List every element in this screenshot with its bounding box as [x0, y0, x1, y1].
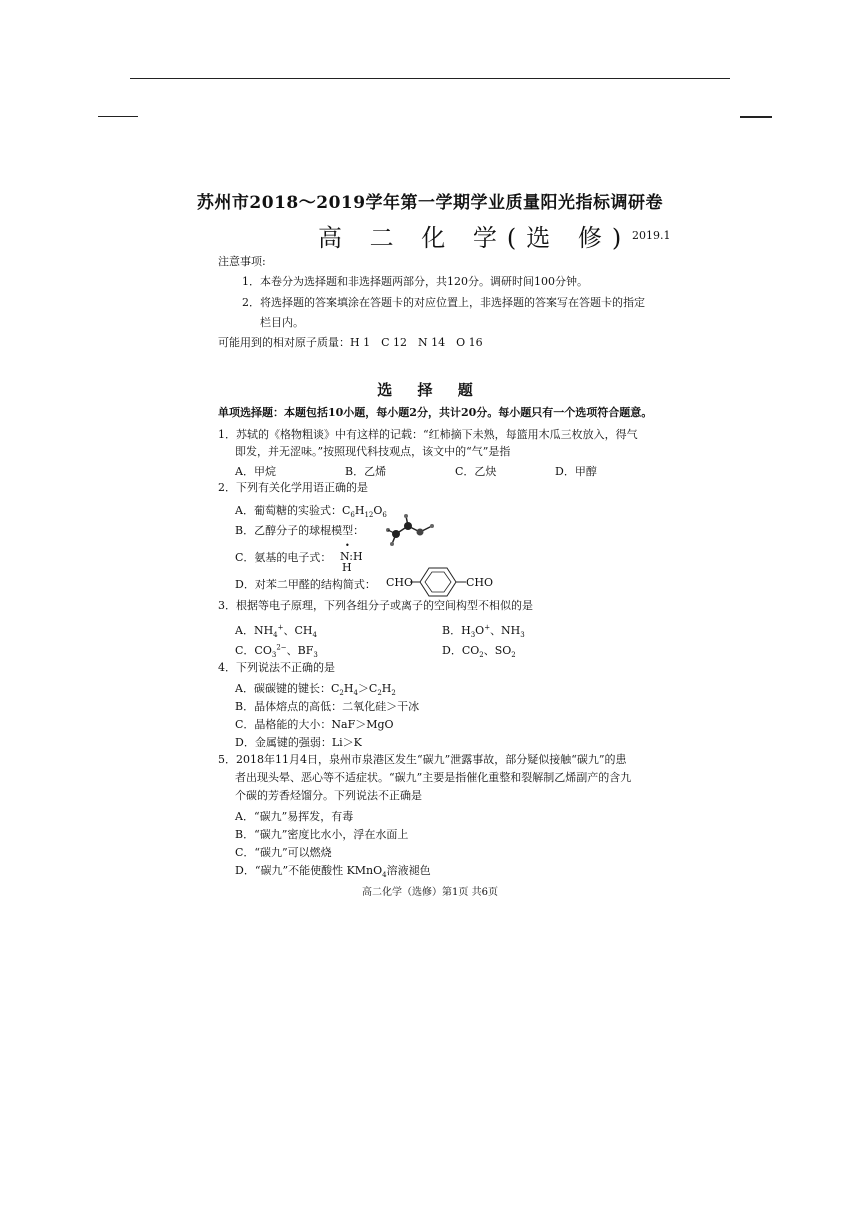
q2-option-c-label: C．氨基的电子式：	[235, 551, 332, 564]
top-rule	[130, 78, 730, 79]
q2-stem: 2．下列有关化学用语正确的是	[218, 481, 368, 494]
q1-option-b[interactable]: B．乙烯	[345, 465, 387, 478]
q3-option-d[interactable]	[442, 642, 516, 659]
q1-stem-line1: 1．苏轼的《格物粗谈》中有这样的记载：“红柿摘下未熟，每篮用木瓜三枚放入，得气	[218, 428, 638, 441]
glucose-formula: $C_6H_{12}O_6$	[341, 504, 387, 520]
q5-stem-line2: 者出现头晕、恶心等不适症状。“碳九”主要是指催化重整和裂解制乙烯副产的含九	[235, 771, 632, 784]
right-margin-mark	[740, 116, 772, 118]
q2-d-cho-right: CHO	[466, 576, 494, 589]
q2-option-a[interactable]	[235, 502, 387, 519]
q3-option-d-formula: $CO_2$、$SO_2$	[461, 644, 516, 660]
q2-option-d-label: D．对苯二甲醛的结构简式：	[235, 578, 376, 591]
q1-option-a[interactable]: A．甲烷	[235, 465, 276, 478]
q5-option-b[interactable]: B．“碳九”密度比水小，浮在水面上	[235, 828, 409, 841]
q3-option-c-label: C．	[235, 644, 255, 657]
amino-electron-formula: • N:H H	[340, 541, 363, 574]
subject-title: 高 二 化 学(选 修)	[318, 224, 632, 252]
q3-option-b-label: B．	[442, 624, 462, 637]
q4-option-a-formula: $C_2H_4>C_2H_2$	[330, 682, 396, 698]
exam-date: 2019.1	[632, 229, 671, 242]
q2-option-a-label: A．葡萄糖的实验式：	[235, 504, 342, 517]
q3-option-a-formula: $NH_4^+$、$CH_4$	[253, 623, 317, 640]
q3-option-b-formula: $H_3O^+$、$NH_3$	[461, 623, 525, 640]
q5-option-d[interactable]	[235, 862, 431, 879]
ethanol-ball-stick-model	[386, 512, 442, 548]
notice-item-2: 2．将选择题的答案填涂在答题卡的对应位置上，非选择题的答案写在答题卡的指定	[242, 296, 645, 309]
q2-option-b-label: B．乙醇分子的球棍模型：	[235, 524, 365, 537]
section-title: 选 择 题	[377, 381, 483, 399]
left-margin-mark	[98, 116, 138, 117]
q4-option-b[interactable]: B．晶体熔点的高低：二氧化硅＞干冰	[235, 700, 420, 713]
q3-option-b[interactable]	[442, 622, 525, 639]
page-footer: 高二化学（选修）第1页 共6页	[362, 887, 498, 898]
q1-stem-line2: 即发，并无涩味。”按照现代科技观点，该文中的“气”是指	[235, 445, 511, 458]
q4-stem: 4．下列说法不正确的是	[218, 661, 335, 674]
q1-option-c[interactable]: C．乙炔	[455, 465, 497, 478]
notice-heading: 注意事项:	[218, 255, 266, 268]
notice-item-1: 1．本卷分为选择题和非选择题两部分，共120分。调研时间100分钟。	[242, 275, 588, 288]
q2-d-cho-left: CHO	[386, 576, 414, 589]
notice-item-2-cont: 栏目内。	[260, 316, 304, 329]
q2-option-b[interactable]	[235, 522, 364, 538]
q3-option-c[interactable]	[235, 642, 318, 659]
q2-option-d[interactable]	[235, 576, 376, 592]
q4-option-a[interactable]	[235, 680, 396, 697]
instruction: 单项选择题：本题包括10小题，每小题2分，共计20分。每小题只有一个选项符合题意。	[218, 406, 653, 419]
kmno4-formula: KMnO$_4$	[343, 864, 387, 880]
q5-stem-line1: 5．2018年11月4日，泉州市泉港区发生“碳九”泄露事故，部分疑似接触“碳九”的患	[218, 753, 627, 766]
q3-stem: 3．根据等电子原理，下列各组分子或离子的空间构型不相似的是	[218, 599, 533, 612]
q3-option-c-formula: $CO_3^{2-}$、$BF_3$	[254, 643, 318, 660]
q5-option-c[interactable]: C．“碳九”可以燃烧	[235, 846, 332, 859]
q3-option-d-label: D．	[442, 644, 462, 657]
benzene-ring	[410, 566, 466, 598]
exam-title: 苏州市2018～2019学年第一学期学业质量阳光指标调研卷	[196, 193, 664, 213]
q5-option-a[interactable]: A．“碳九”易挥发，有毒	[235, 810, 354, 823]
q4-option-c[interactable]: C．晶格能的大小：NaF＞MgO	[235, 718, 394, 731]
q3-option-a[interactable]	[235, 622, 317, 639]
q4-option-d[interactable]: D．金属键的强弱：Li＞K	[235, 736, 362, 749]
q4-option-a-label: A．碳碳键的键长：	[235, 682, 331, 695]
q1-option-d[interactable]: D．甲醇	[555, 465, 597, 478]
q5-option-d-tail: 溶液褪色	[386, 864, 431, 877]
q3-option-a-label: A．	[235, 624, 254, 637]
q5-option-d-label: D．“碳九”不能使酸性	[235, 864, 344, 877]
q2-option-c[interactable]	[235, 549, 331, 565]
atomic-masses: 可能用到的相对原子质量：H 1 C 12 N 14 O 16	[218, 336, 483, 349]
q5-stem-line3: 个碳的芳香烃馏分。下列说法不正确是	[235, 789, 422, 802]
